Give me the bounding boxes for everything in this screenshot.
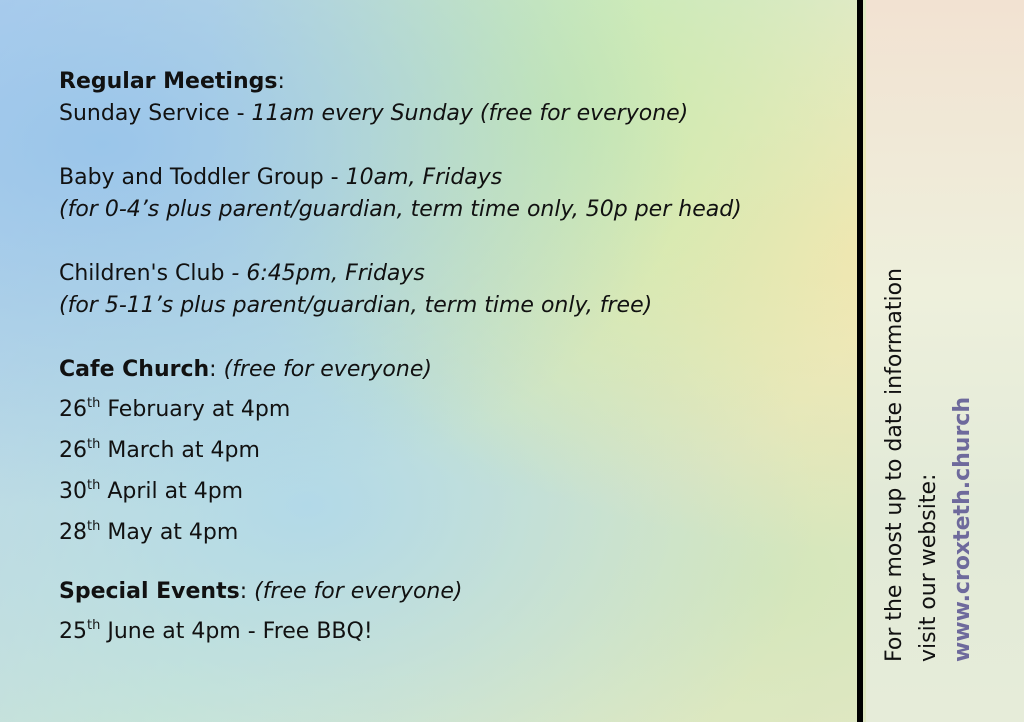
date-text: 26 xyxy=(59,438,87,463)
website-sidebar xyxy=(870,0,980,722)
date-text: May at 4pm xyxy=(100,520,239,545)
ordinal-suffix: th xyxy=(87,617,101,633)
date-text: 26 xyxy=(59,397,87,422)
baby-toddler-line: Baby and Toddler Group - 10am, Fridays xyxy=(59,165,503,190)
childrens-club-line: Children's Club - 6:45pm, Fridays xyxy=(59,261,425,286)
date-text: 28 xyxy=(59,520,87,545)
visit-line: visit our website: xyxy=(916,473,941,662)
cafe-date xyxy=(59,389,859,430)
ordinal-suffix: th xyxy=(87,436,101,452)
ordinal-suffix: th xyxy=(87,518,101,534)
ordinal-suffix: th xyxy=(87,477,101,493)
special-events-heading: Special Events: (free for everyone) xyxy=(59,579,463,604)
sunday-service-line: Sunday Service - 11am every Sunday (free for everyone) xyxy=(59,101,689,126)
regular-meetings-heading: Regular Meetings: xyxy=(59,69,285,94)
date-text: March at 4pm xyxy=(100,438,260,463)
baby-toddler-note: (for 0-4’s plus parent/guardian, term time only, 50p per head) xyxy=(59,197,742,222)
website-info-rotated xyxy=(878,192,980,662)
website-link[interactable]: www.croxteth.church xyxy=(950,396,975,662)
special-event-line xyxy=(59,611,859,652)
cafe-church-heading: Cafe Church: (free for everyone) xyxy=(59,357,432,382)
date-text: February at 4pm xyxy=(100,397,291,422)
cafe-date xyxy=(59,512,859,553)
cafe-date xyxy=(59,471,859,512)
info-line: For the most up to date information xyxy=(882,268,907,662)
cafe-date xyxy=(59,430,859,471)
date-text: 25 xyxy=(59,619,87,644)
schedule-content xyxy=(59,66,859,652)
date-text: April at 4pm xyxy=(100,479,244,504)
childrens-club-note: (for 5-11’s plus parent/guardian, term time only, free) xyxy=(59,293,653,318)
date-text: June at 4pm - Free BBQ! xyxy=(100,619,373,644)
ordinal-suffix: th xyxy=(87,395,101,411)
date-text: 30 xyxy=(59,479,87,504)
